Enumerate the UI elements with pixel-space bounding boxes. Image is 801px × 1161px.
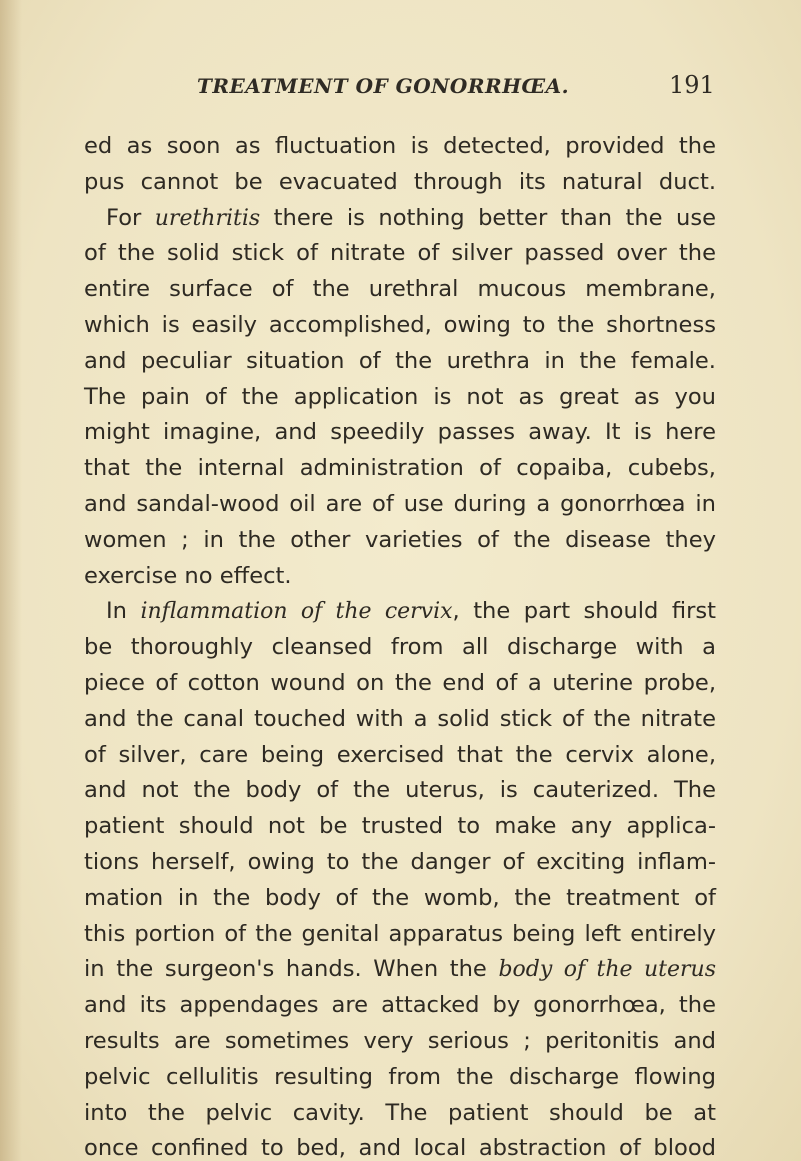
text-line: that the internal administration of copaiba, cubebs,	[84, 455, 716, 482]
text-line: in the surgeon's hands. When the body of the uterus	[84, 956, 716, 983]
text-line: into the pelvic cavity. The patient should be at	[84, 1099, 716, 1126]
text-line: pelvic cellulitis resulting from the discharge flowing	[84, 1063, 716, 1090]
text-line: and not the body of the uterus, is cauterized. The	[84, 777, 716, 804]
text-line: women ; in the other varieties of the disease they	[84, 526, 716, 553]
text-line: and sandal-wood oil are of use during a gonorrhœa in	[84, 490, 716, 517]
running-head	[197, 71, 717, 108]
text-line: mation in the body of the womb, the treatment of	[84, 884, 716, 911]
text-line: exercise no effect.	[84, 562, 292, 589]
text-line: results are sometimes very serious ; peritonitis and	[84, 1027, 716, 1054]
text-line: patient should not be trusted to make any applica-	[84, 813, 716, 840]
italic-term: inflammation of the cervix	[140, 599, 453, 625]
text-line: might imagine, and speedily passes away. It is here	[84, 419, 716, 446]
text-line: In inflammation of the cervix, the part should first	[106, 598, 716, 625]
text-line: tions herself, owing to the danger of exciting inflam-	[84, 848, 716, 875]
italic-term: urethritis	[154, 205, 261, 231]
page-number: 191	[669, 71, 715, 99]
text-line: and its appendages are attacked by gonorrhœa, the	[84, 992, 716, 1019]
text-line: of silver, care being exercised that the cervix alone,	[84, 741, 716, 768]
text-line: For urethritis there is nothing better than the use	[106, 204, 716, 231]
running-head-title: TREATMENT OF GONORRHŒA.	[197, 74, 570, 98]
text-line: The pain of the application is not as great as you	[84, 383, 716, 410]
italic-term: body of the uterus	[498, 957, 716, 983]
text-line: piece of cotton wound on the end of a uterine probe,	[84, 669, 716, 696]
text-line: once confined to bed, and local abstraction of blood	[84, 1135, 716, 1161]
text-line: this portion of the genital apparatus being left entirely	[84, 920, 716, 947]
page-gutter-shadow	[0, 0, 22, 1161]
text-line: be thoroughly cleansed from all discharge with a	[84, 634, 716, 661]
text-line: and peculiar situation of the urethra in the female.	[84, 347, 716, 374]
text-line: entire surface of the urethral mucous membrane,	[84, 276, 716, 303]
body-text	[84, 129, 716, 1161]
text-line: ed as soon as fluctuation is detected, provided the	[84, 133, 716, 159]
text-line: which is easily accomplished, owing to the shortness	[84, 311, 716, 338]
text-line: of the solid stick of nitrate of silver passed over the	[84, 240, 716, 267]
text-line: pus cannot be evacuated through its natural duct.	[84, 168, 716, 195]
text-line: and the canal touched with a solid stick of the nitrate	[84, 705, 716, 732]
